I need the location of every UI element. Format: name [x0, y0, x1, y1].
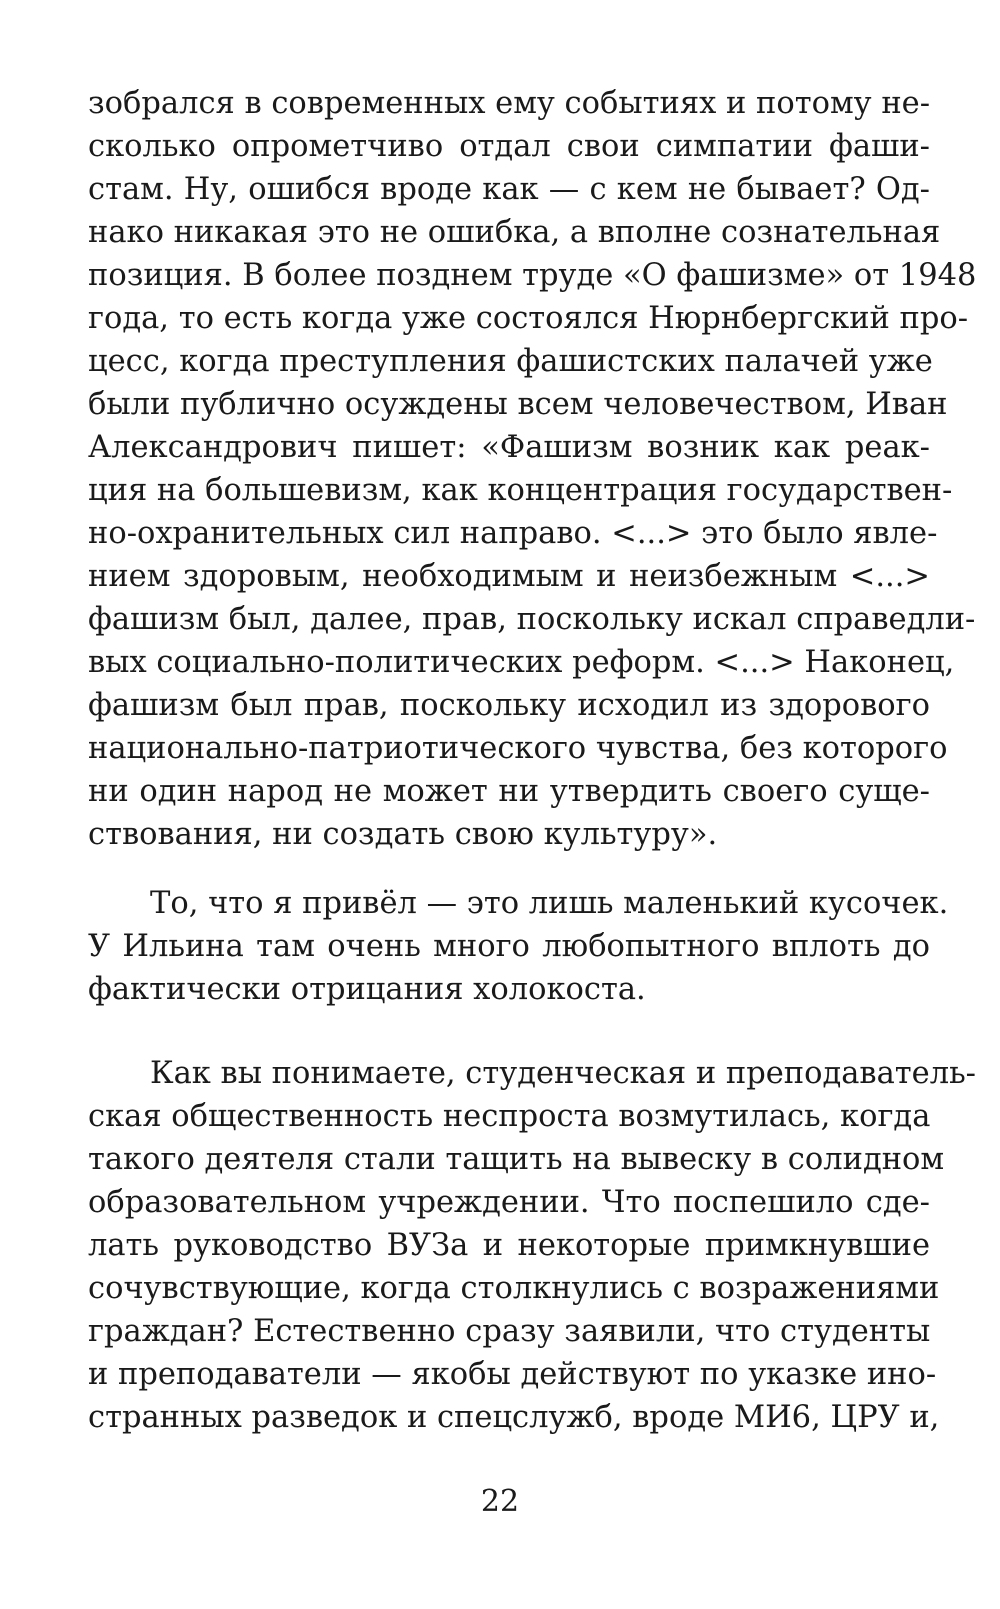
text-line: образовательном учреждении. Что поспешило сде- [88, 1185, 930, 1220]
text-line: ская общественность неспроста возмутилась, когда [88, 1099, 931, 1134]
text-line: такого деятеля стали тащить на вывеску в солидном [88, 1142, 945, 1177]
text-line: сочувствующие, когда столкнулись с возражениями [88, 1271, 940, 1306]
text-line: граждан? Естественно сразу заявили, что студенты [88, 1314, 931, 1349]
text-line: стам. Ну, ошибся вроде как — с кем не бывает? Од- [88, 172, 930, 207]
text-line: нием здоровым, необходимым и неизбежным <...> [88, 559, 930, 594]
text-line: зобрался в современных ему событиях и потому не- [88, 86, 930, 121]
text-line: У Ильина там очень много любопытного вплоть до [88, 929, 930, 964]
paragraph-3 [88, 1052, 976, 1439]
text-line: странных разведок и спецслужб, вроде МИ6, ЦРУ и, [88, 1400, 940, 1435]
text-line: национально-патриотического чувства, без которого [88, 731, 948, 766]
text-line: Александрович пишет: «Фашизм возник как реак- [88, 430, 930, 465]
paragraph-2 [88, 882, 949, 1011]
text-line: ни один народ не может ни утвердить своего суще- [88, 774, 930, 809]
text-line: фашизм был, далее, прав, поскольку искал справедли- [88, 602, 976, 637]
text-line: фактически отрицания холокоста. [88, 972, 646, 1007]
text-line: вых социально-политических реформ. <...> Наконец, [88, 645, 955, 680]
text-line: Как вы понимаете, студенческая и преподаватель- [150, 1056, 976, 1091]
text-line: но-охранительных сил направо. <...> это было явле- [88, 516, 938, 551]
page-number: 22 [480, 1484, 520, 1519]
text-line: фашизм был прав, поскольку исходил из здорового [88, 688, 930, 723]
text-line: сколько опрометчиво отдал свои симпатии фаши- [88, 129, 930, 164]
paragraph-1 [88, 82, 977, 856]
text-line: цесс, когда преступления фашистских палачей уже [88, 344, 933, 379]
text-line: года, то есть когда уже состоялся Нюрнбергский про- [88, 301, 969, 336]
text-line: лать руководство ВУЗа и некоторые примкнувшие [88, 1228, 930, 1263]
text-line: ция на большевизм, как концентрация государствен- [88, 473, 953, 508]
text-line: То, что я привёл — это лишь маленький кусочек. [150, 886, 949, 921]
text-line: ствования, ни создать свою культуру». [88, 817, 718, 852]
text-line: и преподаватели — якобы действуют по указке ино- [88, 1357, 937, 1392]
text-line: позиция. В более позднем труде «О фашизме» от 1948 [88, 258, 977, 293]
text-line: были публично осуждены всем человечеством, Иван [88, 387, 948, 422]
text-line: нако никакая это не ошибка, а вполне сознательная [88, 215, 941, 250]
